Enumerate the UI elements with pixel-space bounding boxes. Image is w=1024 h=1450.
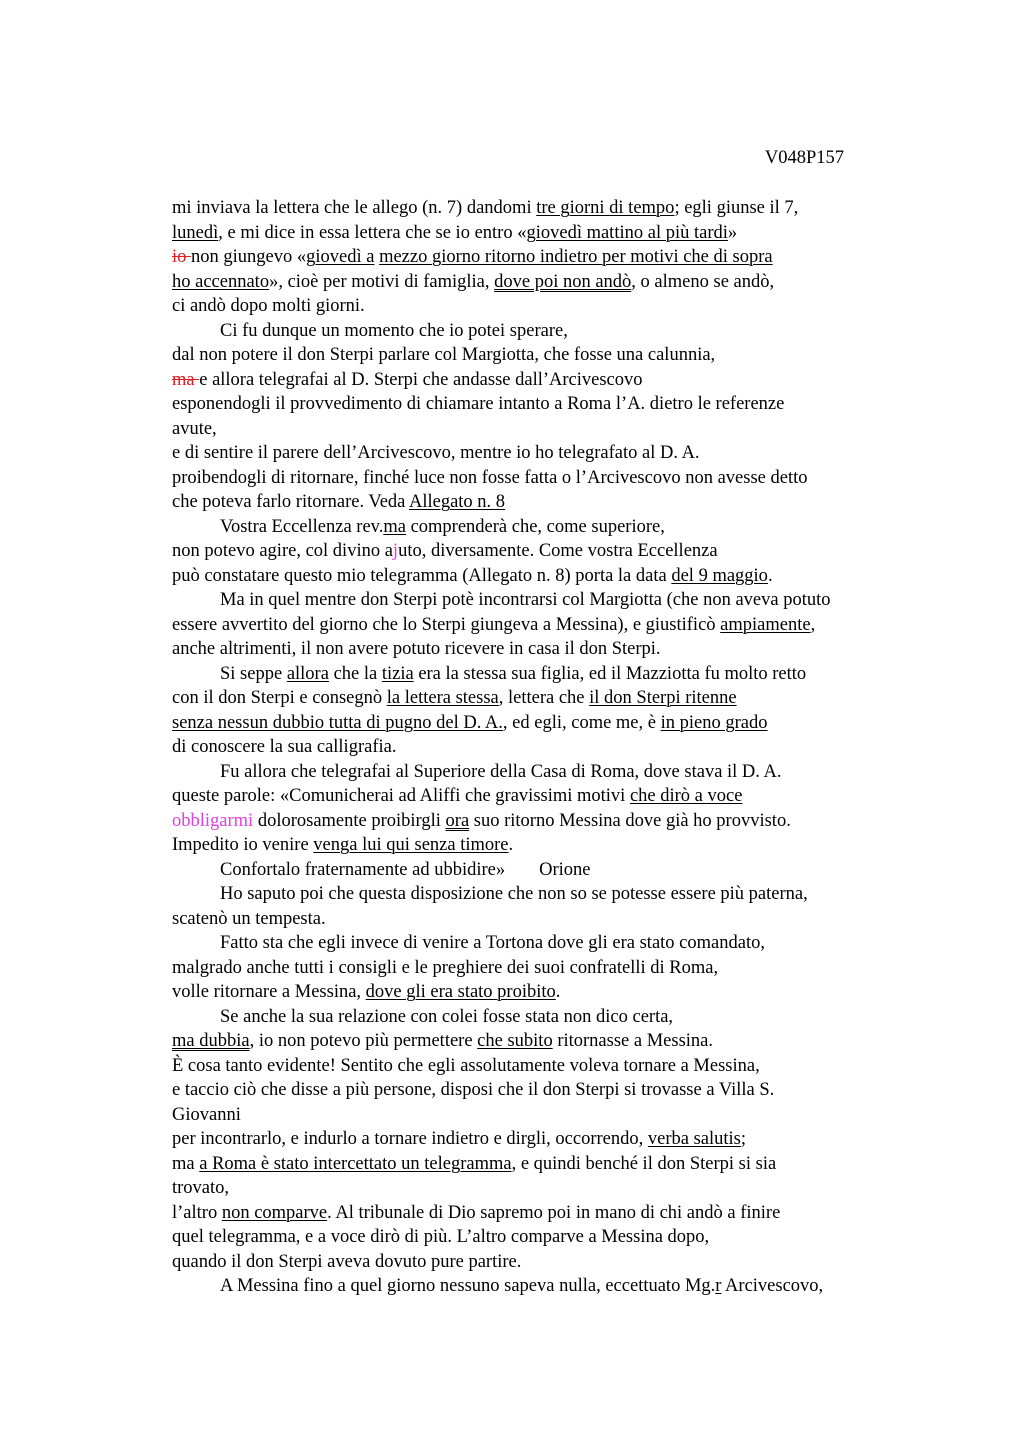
underlined-text: senza nessun dubbio tutta di pugno del D. A. bbox=[172, 712, 503, 733]
text-segment: dal non potere il don Sterpi parlare col Margiotta, che fosse una calunnia, bbox=[172, 345, 716, 365]
underlined-text: ampiamente bbox=[720, 614, 811, 635]
text-segment: esponendogli il provvedimento di chiamare intanto a Roma l’A. dietro le referenze bbox=[172, 394, 785, 414]
underlined-text: a Roma è stato intercettato un telegramma bbox=[199, 1153, 512, 1174]
text-segment: anche altrimenti, il non avere potuto ricevere in casa il don Sterpi. bbox=[172, 639, 661, 659]
deleted-text: io bbox=[172, 247, 192, 267]
text-segment: comprenderà che, come superiore, bbox=[405, 516, 665, 537]
underlined-text: ora bbox=[445, 810, 470, 831]
deleted-text: ma bbox=[172, 369, 200, 390]
text-segment: non giungevo « bbox=[191, 247, 307, 267]
text-segment: può constatare questo mio telegramma (Allegato n. 8) porta la data bbox=[172, 565, 672, 586]
underlined-text: tizia bbox=[381, 663, 414, 684]
text-segment: , o almeno se andò, bbox=[631, 271, 775, 292]
text-line bbox=[172, 588, 932, 613]
text-segment: , io non potevo più permettere bbox=[249, 1031, 478, 1051]
underlined-text: giovedì mattino al più tardi bbox=[526, 222, 728, 243]
text-line bbox=[172, 539, 932, 564]
underlined-text: che subito bbox=[477, 1031, 553, 1051]
text-line bbox=[172, 760, 932, 785]
underlined-text: ma dubbia bbox=[172, 1031, 250, 1051]
inserted-text: j bbox=[392, 541, 399, 561]
text-line bbox=[172, 907, 932, 932]
underlined-text: dove gli era stato proibito bbox=[365, 982, 556, 1002]
text-segment: È cosa tanto evidente! Sentito che egli assolutamente voleva tornare a Messina, bbox=[172, 1055, 760, 1076]
text-segment: che la bbox=[328, 663, 382, 684]
text-segment: quando il don Sterpi aveva dovuto pure partire. bbox=[172, 1251, 522, 1272]
text-line bbox=[172, 368, 932, 393]
text-segment: Giovanni bbox=[172, 1104, 241, 1125]
underlined-text: ho accennato bbox=[172, 271, 270, 292]
text-segment: volle ritornare a Messina, bbox=[172, 982, 366, 1002]
text-segment: , lettera che bbox=[498, 688, 590, 708]
text-segment: Confortalo fraternamente ad ubbidire» bbox=[220, 859, 506, 880]
text-line bbox=[172, 392, 932, 417]
text-segment: Vostra Eccellenza rev. bbox=[220, 516, 384, 537]
inserted-text: obbligarmi bbox=[172, 810, 254, 831]
underlined-text: Allegato n. 8 bbox=[408, 492, 506, 512]
text-segment: mi inviava la lettera che le allego (n. 7) dandomi bbox=[172, 198, 537, 218]
text-line bbox=[172, 613, 932, 638]
underlined-text: venga lui qui senza timore bbox=[313, 835, 509, 855]
text-line bbox=[172, 319, 932, 344]
underlined-text: mezzo giorno ritorno indietro per motivi che di sopra bbox=[379, 247, 773, 267]
underlined-text: tre giorni di tempo bbox=[536, 198, 675, 218]
text-line bbox=[172, 784, 932, 809]
text-line bbox=[172, 270, 932, 295]
underlined-text: non comparve bbox=[221, 1202, 328, 1223]
text-line bbox=[172, 1176, 932, 1201]
text-line bbox=[172, 882, 932, 907]
text-segment: di conoscere la sua calligrafia. bbox=[172, 737, 397, 757]
text-line bbox=[172, 637, 932, 662]
text-segment: . bbox=[767, 565, 773, 586]
text-segment: ; egli giunse il 7, bbox=[674, 198, 799, 218]
text-line bbox=[172, 245, 932, 270]
text-segment: , ed egli, come me, è bbox=[502, 712, 661, 733]
text-line bbox=[172, 343, 932, 368]
text-segment: per incontrarlo, e indurlo a tornare indietro e dirgli, occorrendo, bbox=[172, 1129, 648, 1149]
text-line bbox=[172, 564, 932, 589]
underlined-text: la lettera stessa bbox=[386, 688, 499, 708]
text-segment: Fatto sta che egli invece di venire a Tortona dove gli era stato comandato, bbox=[220, 933, 765, 953]
text-line bbox=[172, 1127, 932, 1152]
text-segment: e taccio ciò che disse a più persone, disposi che il don Sterpi si trovasse a Villa S. bbox=[172, 1080, 775, 1100]
text-segment: , e mi dice in essa lettera che se io entro « bbox=[218, 222, 527, 243]
text-line bbox=[172, 1005, 932, 1030]
text-segment: che poteva farlo ritornare. Veda bbox=[172, 492, 409, 512]
underlined-text: che dirò a voce bbox=[629, 786, 743, 806]
text-segment: », cioè per motivi di famiglia, bbox=[269, 271, 495, 292]
text-line bbox=[172, 1250, 932, 1275]
underlined-text: lunedì bbox=[172, 222, 219, 243]
text-segment: ritornasse a Messina. bbox=[552, 1031, 713, 1051]
text-line bbox=[172, 956, 932, 981]
text-segment: . bbox=[555, 982, 561, 1002]
underlined-text: dove poi non andò bbox=[494, 271, 632, 292]
text-line bbox=[172, 1054, 932, 1079]
text-segment: , e quindi benché il don Sterpi si sia bbox=[511, 1153, 777, 1174]
text-line bbox=[172, 735, 932, 760]
text-line bbox=[172, 417, 932, 442]
underlined-text: r bbox=[715, 1276, 722, 1296]
text-line bbox=[172, 1152, 932, 1177]
text-segment: A Messina fino a quel giorno nessuno sapeva nulla, eccettuato Mg. bbox=[220, 1276, 716, 1296]
underlined-text: ma bbox=[383, 516, 406, 537]
text-segment: Se anche la sua relazione con colei fosse stata non dico certa, bbox=[220, 1006, 674, 1027]
text-segment: essere avvertito del giorno che lo Sterpi giungeva a Messina), e giustificò bbox=[172, 614, 721, 635]
text-line bbox=[172, 1078, 932, 1103]
text-segment: Si seppe bbox=[220, 663, 287, 684]
text-segment: uto, diversamente. Come vostra Eccellenza bbox=[398, 541, 718, 561]
text-segment: proibendogli di ritornare, finché luce non fosse fatta o l’Arcivescovo non avesse detto bbox=[172, 467, 808, 488]
underlined-text: in pieno grado bbox=[660, 712, 768, 733]
text-segment: Impedito io venire bbox=[172, 835, 314, 855]
text-segment: Arcivescovo, bbox=[721, 1276, 824, 1296]
text-line bbox=[172, 1274, 932, 1299]
text-segment: era la stessa sua figlia, ed il Mazziotta fu molto retto bbox=[413, 663, 807, 684]
text-line bbox=[172, 833, 932, 858]
text-segment: avute, bbox=[172, 418, 217, 439]
text-line bbox=[172, 490, 932, 515]
text-segment: . bbox=[508, 835, 514, 855]
text-line bbox=[172, 1029, 932, 1054]
underlined-text: verba salutis bbox=[647, 1129, 741, 1149]
page-reference: V048P157 bbox=[764, 148, 844, 168]
text-segment: ; bbox=[740, 1129, 747, 1149]
text-line bbox=[172, 1201, 932, 1226]
underlined-text: il don Sterpi ritenne bbox=[589, 688, 737, 708]
text-line bbox=[172, 1225, 932, 1250]
text-line bbox=[172, 686, 932, 711]
text-line bbox=[172, 466, 932, 491]
text-line bbox=[172, 441, 932, 466]
document-body bbox=[172, 196, 932, 1299]
text-line bbox=[172, 931, 932, 956]
text-segment: ci andò dopo molti giorni. bbox=[172, 296, 365, 316]
text-line bbox=[172, 221, 932, 246]
text-segment: Ho saputo poi che questa disposizione che non so se potesse essere più paterna, bbox=[220, 884, 808, 904]
text-segment: Orione bbox=[539, 859, 591, 880]
underlined-text: del 9 maggio bbox=[671, 565, 768, 586]
text-line bbox=[172, 196, 932, 221]
text-segment: suo ritorno Messina dove già ho provvisto. bbox=[469, 810, 791, 831]
text-segment: l’altro bbox=[172, 1202, 222, 1223]
text-line bbox=[172, 809, 932, 834]
text-segment: Ci fu dunque un momento che io potei sperare, bbox=[220, 320, 568, 341]
text-line bbox=[172, 515, 932, 540]
text-segment: malgrado anche tutti i consigli e le preghiere dei suoi confratelli di Roma, bbox=[172, 957, 719, 978]
text-segment: e allora telegrafai al D. Sterpi che andasse dall’Arcivescovo bbox=[199, 369, 643, 390]
text-segment: quel telegramma, e a voce dirò di più. L’altro comparve a Messina dopo, bbox=[172, 1227, 710, 1247]
text-line bbox=[172, 711, 932, 736]
text-segment: ma bbox=[172, 1153, 200, 1174]
text-segment: Ma in quel mentre don Sterpi potè incontrarsi col Margiotta (che non aveva potuto bbox=[220, 590, 831, 610]
underlined-text: giovedì a bbox=[306, 247, 375, 267]
text-segment: e di sentire il parere dell’Arcivescovo, mentre io ho telegrafato al D. A. bbox=[172, 443, 700, 463]
text-segment: non potevo agire, col divino a bbox=[172, 541, 393, 561]
text-line bbox=[172, 294, 932, 319]
text-line bbox=[172, 980, 932, 1005]
text-segment: con il don Sterpi e consegnò bbox=[172, 688, 387, 708]
text-segment: . Al tribunale di Dio sapremo poi in mano di chi andò a finire bbox=[327, 1202, 781, 1223]
text-segment: Fu allora che telegrafai al Superiore della Casa di Roma, dove stava il D. A. bbox=[220, 761, 782, 782]
text-segment: trovato, bbox=[172, 1178, 230, 1198]
text-line bbox=[172, 858, 932, 883]
text-line bbox=[172, 1103, 932, 1128]
text-line bbox=[172, 662, 932, 687]
text-segment: queste parole: «Comunicherai ad Aliffi che gravissimi motivi bbox=[172, 786, 630, 806]
text-segment: » bbox=[727, 222, 738, 243]
underlined-text: allora bbox=[286, 663, 329, 684]
text-segment: dolorosamente proibirgli bbox=[253, 810, 446, 831]
text-segment: scatenò un tempesta. bbox=[172, 908, 326, 929]
text-segment: , bbox=[810, 614, 816, 635]
